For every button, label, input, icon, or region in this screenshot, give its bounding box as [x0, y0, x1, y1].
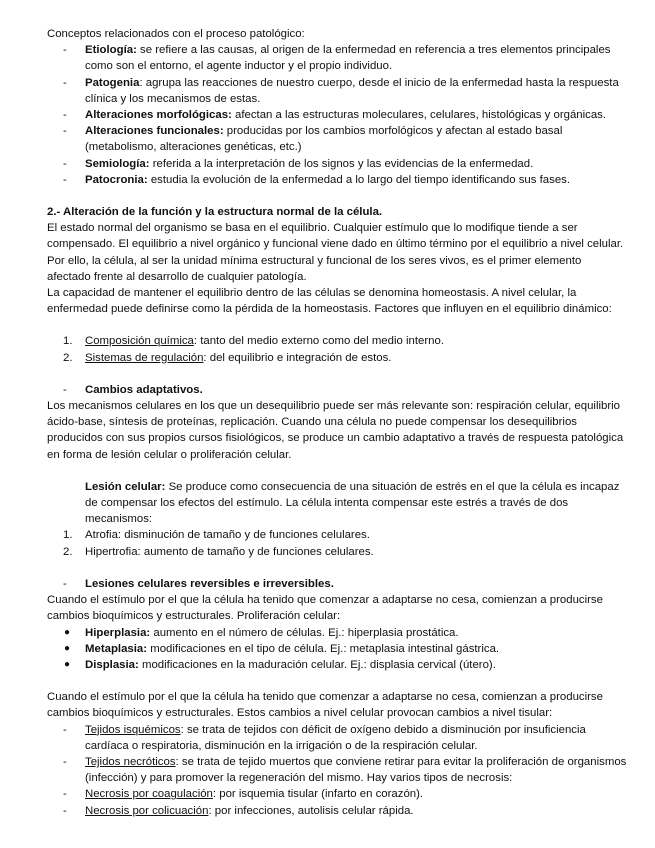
factor-term: Sistemas de regulación: [85, 351, 204, 364]
subsection-heading: [47, 382, 627, 398]
lesion-paragraph: [47, 479, 627, 528]
concepts-list: [47, 42, 627, 188]
concept-text: : agrupa las reacciones de nuestro cuerpo, desde el inicio de la enfermedad hasta la respuesta clínica y los mecanismos de estas.: [85, 76, 619, 105]
spacer: [47, 463, 627, 479]
subsection-heading: [47, 576, 627, 592]
spacer: [47, 673, 627, 689]
proliferation-item: [47, 625, 627, 641]
section-heading-text: 2.- Alteración de la función y la estructura normal de la célula.: [47, 206, 383, 219]
factor-text: : tanto del medio externo como del medio interno.: [193, 335, 444, 348]
lesiones-paragraph: Cuando el estímulo por el que la célula ha tenido que comenzar a adaptarse no cesa, comienzan a producirse cambios bioquímicos y estructurales. Proliferación celular:: [47, 594, 603, 623]
tisular-term: Tejidos necróticos: [85, 755, 176, 768]
factors-list: [47, 333, 627, 365]
proliferation-term: Hiperplasia:: [85, 626, 151, 639]
factor-item: [47, 350, 627, 366]
lesion-item: [47, 527, 627, 543]
subsection-heading-text: Lesiones celulares reversibles e irreversibles.: [85, 577, 334, 590]
concept-item: [47, 156, 627, 172]
concept-term: Patogenia: [85, 76, 140, 89]
lesion-term: Lesión celular:: [85, 480, 166, 493]
lesion-item: [47, 544, 627, 560]
dash-marker: -: [63, 804, 67, 817]
proliferation-text: aumento en el número de células. Ej.: hiperplasia prostática.: [150, 626, 459, 639]
concept-item: [47, 172, 627, 188]
bullet-icon: ●: [64, 626, 71, 638]
tisular-term: Necrosis por coagulación: [85, 788, 213, 801]
lesion-text: Se produce como consecuencia de una situación de estrés en el que la célula es incapaz de compensar los efectos del estímulo. La célula intenta compensar este estrés a través de dos mecanismos:: [85, 480, 620, 526]
concept-text: se refiere a las causas, al origen de la enfermedad en referencia a tres elementos principales como son el entorno, el agente inductor y el propio individuo.: [85, 44, 611, 73]
dash-marker: -: [63, 173, 67, 186]
dash-marker: -: [63, 109, 67, 122]
proliferation-text: modificaciones en la maduración celular. Ej.: displasia cervical (útero).: [138, 658, 496, 671]
spacer: [47, 317, 627, 333]
concept-term: Alteraciones funcionales:: [85, 125, 224, 138]
section-paragraph: El estado normal del organismo se basa en el equilibrio. Cualquier estímulo que lo modifique tiende a ser compensado. El equilibrio a nivel orgánico y funcional viene dado en último término por el equilibrio a nivel celular. Por ello, la célula, al ser la unidad mínima estructural y funcional de los seres vivos, es el primer elemento afectado frente al desarrollo de cualquier patología.: [47, 222, 624, 283]
tisular-item: [47, 722, 627, 754]
tisular-term: Necrosis por colicuación: [85, 804, 209, 817]
concept-item: [47, 107, 627, 123]
factor-item: [47, 333, 627, 349]
tisular-term: Tejidos isquémicos: [85, 723, 181, 736]
tisular-text: : se trata de tejidos con déficit de oxígeno debido a disminución por insuficiencia cardíaca o respiratoria, disminución en la irrigación o de la respiración celular.: [85, 723, 586, 752]
spacer: [47, 366, 627, 382]
number-marker: 1.: [63, 529, 73, 542]
number-marker: 1.: [63, 335, 73, 348]
dash-marker: -: [63, 723, 67, 736]
concept-item: [47, 75, 627, 107]
proliferation-item: [47, 657, 627, 673]
tisular-text: : por infecciones, autolisis celular rápida.: [208, 804, 414, 817]
section-paragraph: La capacidad de mantener el equilibrio dentro de las células se denomina homeostasis. A nivel celular, la enfermedad puede definirse como la pérdida de la homeostasis. Factores que influyen en el equilibrio dinámico:: [47, 287, 612, 316]
proliferation-item: [47, 641, 627, 657]
proliferation-text: modificaciones en el tipo de célula. Ej.: metaplasia intestinal gástrica.: [147, 642, 500, 655]
concept-term: Patocronia:: [85, 173, 148, 186]
subsection-heading-text: Cambios adaptativos.: [85, 383, 203, 396]
bullet-icon: ●: [64, 642, 71, 654]
dash-marker: -: [63, 755, 67, 768]
concept-text: afectan a las estructuras moleculares, celulares, histológicas y orgánicas.: [231, 109, 607, 122]
number-marker: 2.: [63, 545, 73, 558]
section-heading: [47, 204, 627, 220]
tisular-paragraph: Cuando el estímulo por el que la célula ha tenido que comenzar a adaptarse no cesa, comienzan a producirse cambios bioquímicos y estructurales. Estos cambios a nivel celular provocan cambios a nivel tisular:: [47, 691, 603, 720]
concept-term: Alteraciones morfológicas:: [85, 109, 232, 122]
intro-text: Conceptos relacionados con el proceso patológico:: [47, 28, 305, 40]
tisular-item: [47, 786, 627, 802]
dash-marker: -: [63, 125, 67, 138]
tisular-text: : por isquemia tisular (infarto en corazón).: [212, 788, 424, 801]
concept-text: estudia la evolución de la enfermedad a lo largo del tiempo identificando sus fases.: [147, 173, 571, 186]
tisular-list: [47, 722, 627, 819]
tisular-item: [47, 803, 627, 819]
tisular-item: [47, 754, 627, 786]
proliferation-term: Displasia:: [85, 658, 139, 671]
lesion-list: [47, 527, 627, 559]
factor-term: Composición química: [85, 335, 194, 348]
dash-marker: -: [63, 44, 67, 57]
dash-marker: -: [63, 383, 67, 396]
dash-marker: -: [63, 76, 67, 89]
dash-marker: -: [63, 788, 67, 801]
concept-text: referida a la interpretación de los signos y las evidencias de la enfermedad.: [149, 157, 534, 170]
concept-term: Etiología:: [85, 44, 137, 57]
spacer: [47, 188, 627, 204]
concept-item: [47, 123, 627, 155]
dash-marker: -: [63, 577, 67, 590]
factor-text: : del equilibrio e integración de estos.: [203, 351, 392, 364]
proliferation-term: Metaplasia:: [85, 642, 148, 655]
number-marker: 2.: [63, 351, 73, 364]
lesion-item-text: Atrofia: disminución de tamaño y de funciones celulares.: [85, 529, 370, 542]
adaptive-paragraph: Los mecanismos celulares en los que un desequilibrio puede ser más relevante son: respiración celular, equilibrio ácido-base, síntesis de proteínas, replicación. Cuando una célula no puede compensar los desequilibrios producidos con sus propios cursos fisiológicos, se produce un cambio adaptativo a través de respuesta patológica en forma de lesión celular o proliferación celular.: [47, 400, 624, 461]
proliferation-list: [47, 625, 627, 674]
dash-marker: -: [63, 157, 67, 170]
tisular-text: : se trata de tejido muertos que conviene retirar para evitar la proliferación de organismos (infección) y para promover la regeneración del mismo. Hay varios tipos de necrosis:: [85, 755, 627, 785]
bullet-icon: ●: [64, 658, 71, 670]
concept-text: producidas por los cambios morfológicos y afectan al estado basal (metabolismo, alteraciones genéticas, etc.): [85, 125, 563, 154]
lesion-item-text: Hipertrofia: aumento de tamaño y de funciones celulares.: [85, 545, 374, 558]
concept-term: Semiología:: [85, 157, 150, 170]
spacer: [47, 560, 627, 576]
concept-item: [47, 42, 627, 74]
